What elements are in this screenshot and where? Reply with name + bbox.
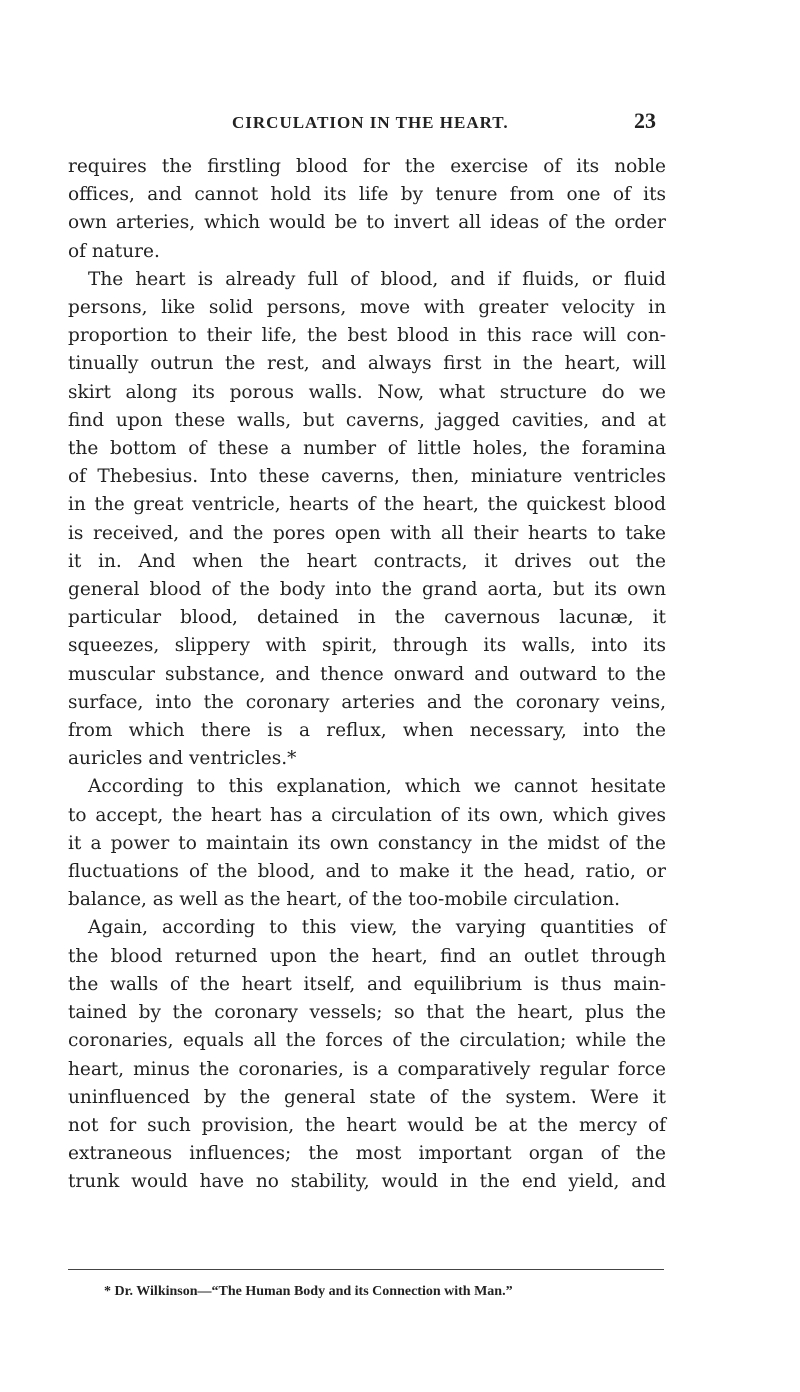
text-line: coronaries, equals all the forces of the circulation; while the xyxy=(68,1030,666,1052)
text-line: requires the firstling blood for the exercise of its noble xyxy=(68,156,666,177)
footnote: * Dr. Wilkinson—“The Human Body and its Connection with Man.” xyxy=(104,1284,513,1299)
text-line: According to this explanation, which we cannot hesitate xyxy=(88,776,666,798)
text-line: proportion to their life, the best blood in this race will con- xyxy=(68,325,666,347)
text-line: of Thebesius. Into these caverns, then, miniature ventricles xyxy=(68,466,666,488)
text-line: particular blood, detained in the cavernous lacunæ, it xyxy=(68,607,666,629)
text-line: in the great ventricle, hearts of the heart, the quickest blood xyxy=(68,494,666,516)
text-line: trunk would have no stability, would in the end yield, and xyxy=(68,1171,666,1193)
text-line: muscular substance, and thence onward and outward to the xyxy=(68,663,666,685)
text-line: the walls of the heart itself, and equilibrium is thus main- xyxy=(68,973,666,995)
text-line: is received, and the pores open with all their hearts to take xyxy=(68,522,666,544)
text-line: persons, like solid persons, move with greater velocity in xyxy=(68,297,666,319)
text-line: offices, and cannot hold its life by tenure from one of its xyxy=(68,184,666,206)
text-line: uninfluenced by the general state of the system. Were it xyxy=(68,1086,666,1108)
text-line: general blood of the body into the grand aorta, but its own xyxy=(68,579,666,601)
text-line: it in. And when the heart contracts, it drives out the xyxy=(68,550,666,572)
text-line: it a power to maintain its own constancy in the midst of the xyxy=(68,832,666,854)
text-line: tained by the coronary vessels; so that the heart, plus the xyxy=(68,1002,666,1024)
text-line: skirt along its porous walls. Now, what structure do we xyxy=(68,381,666,403)
running-title: CIRCULATION IN THE HEART. xyxy=(232,113,509,132)
page-header xyxy=(232,108,656,134)
text-line: extraneous influences; the most important organ of the xyxy=(68,1143,666,1165)
text-line: surface, into the coronary arteries and the coronary veins, xyxy=(68,691,666,713)
text-line: from which there is a reflux, when necessary, into the xyxy=(68,720,666,742)
text-line: The heart is already full of blood, and if fluids, or fluid xyxy=(88,268,666,290)
text-line: not for such provision, the heart would be at the mercy of xyxy=(68,1114,666,1136)
text-line: squeezes, slippery with spirit, through its walls, into its xyxy=(68,635,666,657)
text-line: find upon these walls, but caverns, jagged cavities, and at xyxy=(68,409,666,431)
page-number: 23 xyxy=(634,108,656,133)
footnote-divider xyxy=(68,1269,664,1270)
text-line: tinually outrun the rest, and always first in the heart, will xyxy=(68,353,666,375)
text-line: the bottom of these a number of little holes, the foramina xyxy=(68,438,666,460)
text-line: auricles and ventricles.* xyxy=(68,748,297,770)
text-line: balance, as well as the heart, of the too-mobile circulation. xyxy=(68,889,621,911)
text-line: heart, minus the coronaries, is a comparatively regular force xyxy=(68,1058,666,1080)
text-line: of nature. xyxy=(68,240,160,262)
text-line: own arteries, which would be to invert all ideas of the order xyxy=(68,212,666,234)
text-line: to accept, the heart has a circulation of its own, which gives xyxy=(68,804,666,826)
body-text xyxy=(68,153,666,1197)
text-line: fluctuations of the blood, and to make it the head, ratio, or xyxy=(68,861,666,883)
text-line: Again, according to this view, the varying quantities of xyxy=(88,917,666,939)
text-line: the blood returned upon the heart, find an outlet through xyxy=(68,945,666,967)
